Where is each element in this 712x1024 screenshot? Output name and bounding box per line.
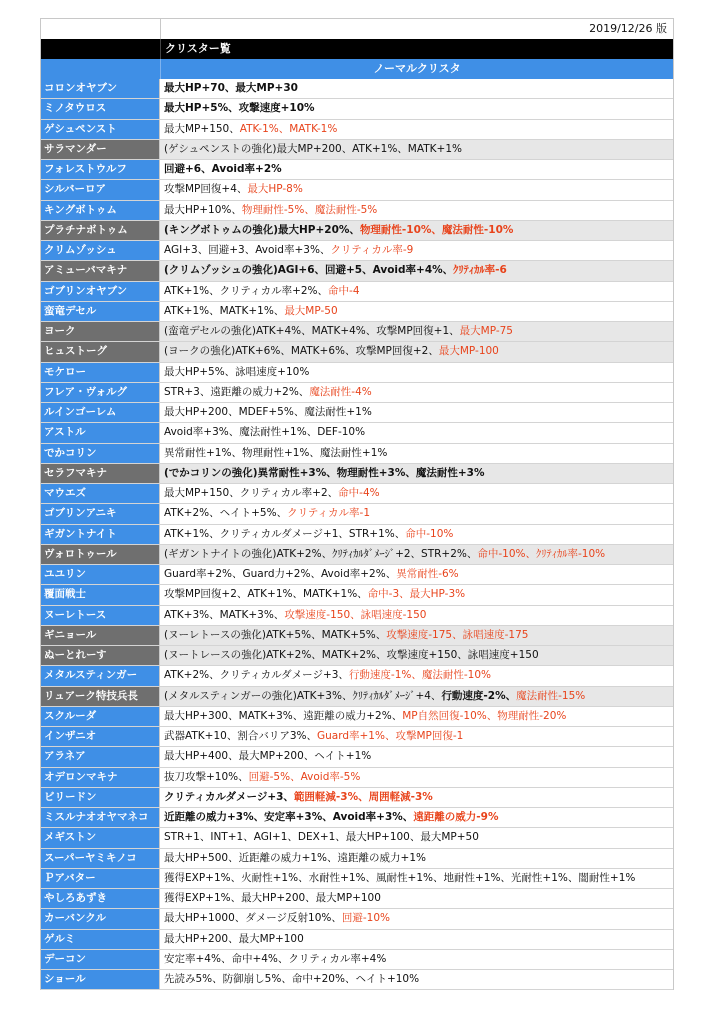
effect-text: (蛮竜デセルの強化)ATK+4%、MATK+4%、攻撃MP回復+1、: [164, 325, 460, 337]
crysta-list: [41, 79, 673, 990]
effect-text: STR+3、遠距離の威力+2%、: [164, 385, 310, 398]
crysta-name: サラマンダー: [41, 140, 160, 159]
table-row: [41, 504, 673, 524]
negative-effect-text: 命中-4%: [338, 487, 380, 499]
crysta-effect: [160, 322, 673, 341]
crysta-effect: [160, 565, 673, 584]
table-row: [41, 484, 673, 504]
crysta-name: ゲルミ: [41, 930, 160, 949]
table-row: [41, 828, 673, 848]
crysta-name: クリムゾッシュ: [41, 241, 160, 260]
crysta-name: リュアーク特技兵長: [41, 687, 160, 706]
negative-effect-text: 命中-10%: [405, 527, 454, 540]
empty-cell: [41, 19, 161, 39]
crysta-name: アストル: [41, 423, 160, 442]
table-row: [41, 687, 673, 707]
crysta-name: ミスルナオオヤマネコ: [41, 808, 160, 827]
crysta-name: アラネア: [41, 747, 160, 766]
crysta-effect: [160, 221, 673, 240]
effect-text: 最大HP+5%、詠唱速度+10%: [164, 365, 310, 378]
effect-text: (ヨークの強化)ATK+6%、MATK+6%、攻撃MP回復+2、: [164, 345, 439, 358]
negative-effect-text: 遠距離の威力-9%: [413, 811, 499, 823]
effect-text: 最大HP+500、近距離の威力+1%、遠距離の威力+1%: [164, 851, 426, 864]
table-row: [41, 626, 673, 646]
crysta-name: ゲシュペンスト: [41, 120, 160, 139]
effect-text: (メタルスティンガーの強化)ATK+3%、ｸﾘﾃｨｶﾙﾀﾞﾒｰｼﾞ+4、: [164, 689, 442, 702]
crysta-name: ミノタウロス: [41, 99, 160, 118]
effect-text: 最大HP+200、MDEF+5%、魔法耐性+1%: [164, 406, 372, 418]
crysta-name: ルインゴーレム: [41, 403, 160, 422]
crysta-name: デーコン: [41, 950, 160, 969]
effect-text: AGI+3、回避+3、Avoid率+3%、: [164, 244, 331, 256]
crysta-name: ギニョール: [41, 626, 160, 645]
table-row: [41, 180, 673, 200]
crysta-name: インザニオ: [41, 727, 160, 746]
table-row: [41, 849, 673, 869]
crysta-effect: [160, 241, 673, 260]
crysta-name: ショール: [41, 970, 160, 989]
crysta-effect: [160, 545, 673, 564]
crysta-name: ぬーとれーす: [41, 646, 160, 665]
table-row: [41, 120, 673, 140]
crysta-effect: [160, 808, 673, 827]
effect-text: 獲得EXP+1%、最大HP+200、最大MP+100: [164, 892, 381, 904]
crysta-effect: [160, 707, 673, 726]
effect-text: (ギガントナイトの強化)ATK+2%、ｸﾘﾃｨｶﾙﾀﾞﾒｰｼﾞ+2、STR+2%、: [164, 547, 478, 560]
crysta-effect: [160, 79, 673, 98]
table-row: [41, 363, 673, 383]
crysta-name: 蛮竜デセル: [41, 302, 160, 321]
effect-text: ATK+1%、クリティカル率+2%、: [164, 284, 329, 297]
crysta-effect: [160, 120, 673, 139]
crysta-effect: [160, 606, 673, 625]
table-row: [41, 444, 673, 464]
crysta-name: ヨーク: [41, 322, 160, 341]
crysta-name: シルバーロア: [41, 180, 160, 199]
crysta-effect: [160, 302, 673, 321]
crysta-effect: [160, 282, 673, 301]
crysta-name: ユユリン: [41, 565, 160, 584]
section-title: ノーマルクリスタ: [373, 62, 461, 75]
crysta-name: ゴブリンアニキ: [41, 504, 160, 523]
effect-text: ATK+1%、クリティカルダメージ+1、STR+1%、: [164, 527, 406, 540]
table-row: [41, 201, 673, 221]
crysta-name: やしろあずき: [41, 889, 160, 908]
table-row: [41, 383, 673, 403]
effect-text: 獲得EXP+1%、火耐性+1%、水耐性+1%、風耐性+1%、地耐性+1%、光耐性+1%、闇耐性+1%: [164, 871, 636, 884]
crysta-effect: [160, 788, 673, 807]
effect-text: 最大HP+1000、ダメージ反射10%、: [164, 912, 342, 925]
table-row: [41, 585, 673, 605]
table-row: [41, 909, 673, 929]
crysta-name: ヌーレトース: [41, 606, 160, 625]
crysta-effect: [160, 768, 673, 787]
table-row: [41, 403, 673, 423]
version-date: 2019/12/26 版: [589, 22, 667, 35]
table-row: [41, 788, 673, 808]
crysta-name: ゴブリンオヤブン: [41, 282, 160, 301]
negative-effect-text: 回避-10%: [341, 912, 391, 925]
crysta-name: マウエズ: [41, 484, 160, 503]
effect-text: 近距離の威力+3%、安定率+3%、Avoid率+3%、: [164, 811, 414, 823]
negative-effect-text: 魔法耐性-15%: [516, 689, 586, 702]
crysta-name: ヒュストーグ: [41, 342, 160, 361]
negative-effect-text: 回避-5%、Avoid率-5%: [248, 770, 361, 783]
table-row: [41, 282, 673, 302]
effect-text: 行動速度-2%、: [441, 689, 517, 702]
effect-text: 異常耐性+1%、物理耐性+1%、魔法耐性+1%: [164, 446, 388, 459]
effect-text: 攻撃MP回復+2、ATK+1%、MATK+1%、: [164, 588, 368, 601]
negative-effect-text: クリティカル率-9: [330, 244, 414, 256]
crysta-effect: [160, 849, 673, 868]
table-row: [41, 99, 673, 119]
effect-text: 最大HP+200、最大MP+100: [164, 932, 304, 945]
effect-text: (ゲシュペンストの強化)最大MP+200、ATK+1%、MATK+1%: [164, 142, 462, 155]
negative-effect-text: 最大MP-100: [438, 345, 499, 358]
crysta-effect: [160, 869, 673, 888]
table-row: [41, 322, 673, 342]
table-row: [41, 565, 673, 585]
crysta-name: ヴォロトゥール: [41, 545, 160, 564]
crysta-effect: [160, 160, 673, 179]
negative-effect-text: 物理耐性-5%、魔法耐性-5%: [241, 203, 378, 216]
negative-effect-text: クリティカル率-1: [287, 507, 370, 520]
crysta-name: フレア・ヴォルグ: [41, 383, 160, 402]
table-row: [41, 606, 673, 626]
effect-text: (でかコリンの強化)異常耐性+3%、物理耐性+3%、魔法耐性+3%: [164, 466, 485, 479]
table-row: [41, 464, 673, 484]
effect-text: ATK+3%、MATK+3%、: [164, 608, 285, 621]
table-row: [41, 970, 673, 990]
effect-text: STR+1、INT+1、AGI+1、DEX+1、最大HP+100、最大MP+50: [164, 831, 479, 844]
table-row: [41, 747, 673, 767]
table-row: [41, 221, 673, 241]
effect-text: (ヌーレトースの強化)ATK+5%、MATK+5%、: [164, 628, 387, 641]
negative-effect-text: 攻撃速度-150、詠唱速度-150: [284, 608, 427, 621]
crysta-effect: [160, 747, 673, 766]
crysta-name: コロンオヤブン: [41, 79, 160, 98]
table-row: [41, 545, 673, 565]
crysta-name: オデロンマキナ: [41, 768, 160, 787]
crysta-sheet: [40, 18, 674, 990]
table-row: [41, 808, 673, 828]
negative-effect-text: ｸﾘﾃｨｶﾙ率-6: [453, 264, 507, 277]
table-row: [41, 869, 673, 889]
crysta-name: でかコリン: [41, 444, 160, 463]
crysta-effect: [160, 261, 673, 280]
crysta-name: プラチナボトゥム: [41, 221, 160, 240]
table-row: [41, 79, 673, 99]
effect-text: ATK+2%、クリティカルダメージ+3、: [164, 669, 349, 682]
effect-text: 最大HP+10%、: [164, 203, 242, 216]
effect-text: ATK+2%、ヘイト+5%、: [164, 507, 288, 520]
section-header-row: [41, 59, 673, 79]
effect-text: 最大HP+400、最大MP+200、ヘイト+1%: [164, 750, 372, 763]
effect-text: 最大HP+300、MATK+3%、遠距離の威力+2%、: [164, 709, 403, 722]
crysta-effect: [160, 423, 673, 442]
table-row: [41, 666, 673, 686]
negative-effect-text: 物理耐性-10%、魔法耐性-10%: [359, 223, 514, 236]
crysta-effect: [160, 363, 673, 382]
negative-effect-text: 最大MP-50: [284, 304, 338, 317]
table-row: [41, 646, 673, 666]
crysta-effect: [160, 464, 673, 483]
crysta-effect: [160, 504, 673, 523]
negative-effect-text: 魔法耐性-4%: [309, 385, 372, 398]
crysta-effect: [160, 201, 673, 220]
effect-text: (ヌートレースの強化)ATK+2%、MATK+2%、攻撃速度+150、詠唱速度+150: [164, 649, 539, 661]
crysta-effect: [160, 930, 673, 949]
crysta-effect: [160, 99, 673, 118]
effect-text: Avoid率+3%、魔法耐性+1%、DEF-10%: [164, 426, 366, 439]
crysta-name: ギガントナイト: [41, 525, 160, 544]
effect-text: 攻撃MP回復+4、: [164, 183, 248, 196]
crysta-effect: [160, 828, 673, 847]
negative-effect-text: 範囲軽減-3%、周囲軽減-3%: [293, 790, 433, 803]
effect-text: (キングボトゥムの強化)最大HP+20%、: [164, 223, 360, 236]
crysta-name: カーバンクル: [41, 909, 160, 928]
table-row: [41, 768, 673, 788]
effect-text: 先読み5%、防御崩し5%、命中+20%、ヘイト+10%: [164, 973, 420, 985]
table-row: [41, 889, 673, 909]
crysta-name: ビリードン: [41, 788, 160, 807]
effect-text: クリティカルダメージ+3、: [164, 790, 294, 803]
title-row: [41, 39, 673, 59]
effect-text: 安定率+4%、命中+4%、クリティカル率+4%: [164, 952, 387, 965]
crysta-name: メギストン: [41, 828, 160, 847]
effect-text: (クリムゾッシュの強化)AGI+6、回避+5、Avoid率+4%、: [164, 264, 454, 277]
crysta-name: モケロー: [41, 363, 160, 382]
negative-effect-text: 異常耐性-6%: [396, 568, 459, 580]
table-row: [41, 727, 673, 747]
crysta-effect: [160, 666, 673, 685]
crysta-name: Ｐアバター: [41, 869, 160, 888]
crysta-effect: [160, 970, 673, 989]
crysta-name: セラフマキナ: [41, 464, 160, 483]
negative-effect-text: ATK-1%、MATK-1%: [239, 122, 338, 135]
table-row: [41, 525, 673, 545]
empty-cell: [41, 59, 161, 79]
crysta-effect: [160, 889, 673, 908]
negative-effect-text: 最大MP-75: [459, 325, 513, 337]
crysta-effect: [160, 180, 673, 199]
effect-text: Guard率+2%、Guard力+2%、Avoid率+2%、: [164, 568, 397, 580]
table-row: [41, 302, 673, 322]
negative-effect-text: 行動速度-1%、魔法耐性-10%: [348, 669, 491, 682]
effect-text: 最大MP+150、: [164, 122, 240, 135]
negative-effect-text: 最大HP-8%: [247, 183, 303, 196]
negative-effect-text: 命中-3、最大HP-3%: [367, 588, 466, 601]
effect-text: 最大HP+5%、攻撃速度+10%: [164, 102, 315, 115]
crysta-effect: [160, 403, 673, 422]
crysta-name: スーパーヤミキノコ: [41, 849, 160, 868]
table-row: [41, 930, 673, 950]
negative-effect-text: Guard率+1%、攻撃MP回復-1: [316, 730, 464, 742]
negative-effect-text: 命中-4: [328, 284, 360, 297]
crysta-effect: [160, 444, 673, 463]
crysta-name: アミューバマキナ: [41, 261, 160, 280]
crysta-effect: [160, 342, 673, 361]
negative-effect-text: 命中-10%、ｸﾘﾃｨｶﾙ率-10%: [477, 547, 606, 560]
table-row: [41, 160, 673, 180]
effect-text: 最大MP+150、クリティカル率+2、: [164, 487, 339, 499]
effect-text: 武器ATK+10、割合バリア3%、: [164, 730, 317, 742]
crysta-effect: [160, 383, 673, 402]
crysta-effect: [160, 626, 673, 645]
table-row: [41, 423, 673, 443]
crysta-effect: [160, 646, 673, 665]
crysta-name: スクルーダ: [41, 707, 160, 726]
effect-text: 最大HP+70、最大MP+30: [164, 82, 298, 94]
crysta-effect: [160, 727, 673, 746]
effect-text: 抜刀攻撃+10%、: [164, 770, 249, 783]
page-title: クリスター覧: [165, 42, 231, 55]
crysta-effect: [160, 950, 673, 969]
effect-text: 回避+6、Avoid率+2%: [164, 163, 282, 175]
table-row: [41, 140, 673, 160]
negative-effect-text: 攻撃速度-175、詠唱速度-175: [386, 628, 529, 641]
crysta-name: メタルスティンガー: [41, 666, 160, 685]
crysta-effect: [160, 140, 673, 159]
crysta-effect: [160, 525, 673, 544]
crysta-effect: [160, 484, 673, 503]
crysta-effect: [160, 909, 673, 928]
crysta-name: キングボトゥム: [41, 201, 160, 220]
table-row: [41, 261, 673, 281]
date-row: [41, 18, 673, 39]
effect-text: ATK+1%、MATK+1%、: [164, 304, 285, 317]
crysta-name: フォレストウルフ: [41, 160, 160, 179]
table-row: [41, 342, 673, 362]
crysta-effect: [160, 585, 673, 604]
table-row: [41, 707, 673, 727]
empty-cell: [41, 39, 161, 59]
table-row: [41, 241, 673, 261]
crysta-effect: [160, 687, 673, 706]
negative-effect-text: MP自然回復-10%、物理耐性-20%: [402, 709, 567, 722]
crysta-name: 覆面戦士: [41, 585, 160, 604]
table-row: [41, 950, 673, 970]
